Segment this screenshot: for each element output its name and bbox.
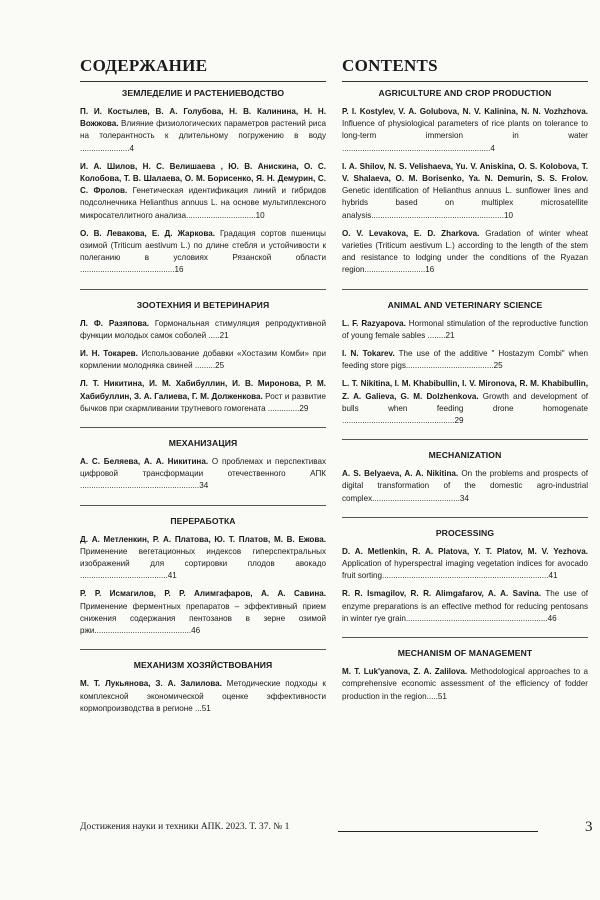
toc-entry xyxy=(80,106,326,155)
contents-column-english xyxy=(342,56,588,725)
entry-page-number: 51 xyxy=(437,691,447,701)
entry-authors: О. В. Левакова, Е. Д. Жаркова. xyxy=(80,228,215,238)
entry-page-number: 4 xyxy=(490,143,495,153)
page-number: 3 xyxy=(585,819,593,835)
entry-authors: Л. Ф. Разяпова. xyxy=(80,318,150,328)
entry-leaders: ........................................... xyxy=(94,626,192,636)
entry-title: Growth and development of bulls when feeding drone homogenate xyxy=(342,391,588,413)
entry-title: Genetic identification of Helianthus annuus L. sunflower lines and hybrids based on multiplex microsatellite analysis xyxy=(342,186,588,220)
entry-page-number: 21 xyxy=(445,330,455,340)
section-title: МЕХАНИЗМ ХОЗЯЙСТВОВАНИЯ xyxy=(133,660,273,671)
entry-title: Генетическая идентификация линий и гибридов подсолнечника Helianthus annuus L. на основе мультиплексного микросателлитного анализа xyxy=(80,186,326,220)
toc-entry xyxy=(80,456,326,493)
entry-leaders: ........ xyxy=(427,330,446,340)
entry-page-number: 41 xyxy=(548,571,558,581)
entry-leaders: .......................................... xyxy=(80,265,175,275)
entry-leaders: ... xyxy=(195,703,202,713)
entry-authors: М. Т. Лукьянова, З. А. Залилова. xyxy=(80,679,222,689)
toc-entry xyxy=(80,228,326,277)
section-title: ЗООТЕХНИЯ И ВЕТЕРИНАРИЯ xyxy=(136,299,270,310)
toc-entry xyxy=(80,378,326,415)
section-title: ANIMAL AND VETERINARY SCIENCE xyxy=(387,299,543,310)
section-title: MECHANISM OF MANAGEMENT xyxy=(397,648,533,659)
entry-page-number: 29 xyxy=(454,416,464,426)
entry-page-number: 16 xyxy=(174,265,184,275)
entry-leaders: .................................................................. xyxy=(342,143,491,153)
entry-authors: Р. Р. Исмагилов, Р. Р. Алимгафаров, А. А. Савина. xyxy=(80,589,326,599)
sections-en xyxy=(342,88,588,715)
entry-authors: И. Н. Токарев. xyxy=(80,349,138,359)
entry-page-number: 10 xyxy=(255,210,265,220)
entry-title: Influence of physiological parameters of rice plants on tolerance to long-term immersion in water xyxy=(342,119,588,141)
toc-entry xyxy=(80,348,326,372)
entry-authors: M. T. Luk'yanova, Z. A. Zalilova. xyxy=(342,667,468,677)
contents-heading-en: CONTENTS xyxy=(342,56,588,82)
entry-leaders: ............................................................... xyxy=(405,613,548,623)
entry-leaders: .................................................. xyxy=(342,416,455,426)
toc-entry xyxy=(342,228,588,277)
toc-entry xyxy=(342,468,588,505)
toc-section xyxy=(342,88,588,290)
entry-leaders: ..... xyxy=(208,330,220,340)
toc-entry xyxy=(342,106,588,155)
entry-leaders: ...................... xyxy=(80,143,130,153)
entry-title: On the problems and prospects of digital transformation of the domestic agro-industrial complex xyxy=(342,469,588,503)
entry-page-number: 25 xyxy=(215,361,225,371)
toc-entry xyxy=(342,378,588,427)
entry-leaders: .............. xyxy=(267,403,300,413)
entry-authors: R. R. Ismagilov, R. R. Alimgafarov, A. A. Savina. xyxy=(342,589,542,599)
toc-section xyxy=(80,88,326,290)
toc-section xyxy=(80,516,326,651)
entry-page-number: 4 xyxy=(129,143,134,153)
entry-page-number: 21 xyxy=(219,330,229,340)
entry-title: Использование добавки «Хостазим Комби» при кормлении молодняка свиней xyxy=(80,349,326,371)
toc-entry xyxy=(80,588,326,637)
entry-leaders: ....................................... xyxy=(80,571,168,581)
entry-leaders: ....................................... xyxy=(405,361,494,371)
entry-authors: P. I. Kostylev, V. A. Golubova, N. V. Kalinina, N. N. Vozhzhova. xyxy=(342,107,588,116)
entry-leaders: ........................... xyxy=(364,265,426,275)
entry-title: Gradation of winter wheat varieties (Triticum aestivum L.) according to the length of the stem and resistance to lodging under the conditions of the Ryazan region xyxy=(342,228,588,275)
section-title: ПЕРЕРАБОТКА xyxy=(170,515,236,526)
toc-section xyxy=(80,438,326,506)
entry-leaders: .......................................................................... xyxy=(382,571,549,581)
toc-entry xyxy=(80,534,326,583)
entry-authors: Л. Т. Никитина, И. М. Хабибуллин, И. В. Миронова, Р. М. Хабибуллин, З. А. Галиева, Г. М. Долженкова. xyxy=(80,379,326,401)
entry-authors: O. V. Levakova, E. D. Zharkova. xyxy=(342,228,480,238)
entry-title: Применение ферментных препаратов – эффективный прием снижения содержания пентозанов в зерне озимой ржи xyxy=(80,601,326,636)
section-title: МЕХАНИЗАЦИЯ xyxy=(168,438,238,449)
entry-authors: Д. А. Метленкин, Р. А. Платова, Ю. Т. Платов, М. В. Ежова. xyxy=(80,534,326,544)
entry-title: Methodological approaches to a comprehensive economic assessment of the efficiency of fodder production in the region xyxy=(342,667,589,701)
section-title: MECHANIZATION xyxy=(428,450,502,461)
entry-title: The use of the additive " Hostazym Combi" when feeding store pigs xyxy=(342,349,588,371)
toc-section xyxy=(342,528,588,638)
entry-title: Влияние физиологических параметров растений риса на толерантность к длительному погружению в воду xyxy=(80,119,326,141)
entry-title: Application of hyperspectral imaging vegetation indices for avocado fruit sorting xyxy=(342,559,588,581)
entry-authors: L. T. Nikitina, I. M. Khabibullin, I. V. Mironova, R. M. Khabibullin, Z. A. Galieva, G. M. Dolzhenkova. xyxy=(342,379,588,401)
toc-section xyxy=(342,300,588,441)
entry-page-number: 46 xyxy=(547,613,557,623)
entry-title: Градация сортов пшеницы озимой (Triticum aestivum L.) по длине стебля и устойчивости к полеганию в условиях Рязанской области xyxy=(80,228,326,263)
entry-leaders: ..................................................... xyxy=(80,481,200,491)
toc-section xyxy=(342,648,588,715)
page-footer xyxy=(80,819,600,842)
entry-leaders: ..... xyxy=(426,691,438,701)
toc-entry xyxy=(80,678,326,715)
toc-entry xyxy=(342,666,588,703)
entry-page-number: 10 xyxy=(503,210,513,220)
entry-authors: A. S. Belyaeva, A. A. Nikitina. xyxy=(342,469,459,479)
toc-entry xyxy=(80,318,326,342)
entry-leaders: ........................................................... xyxy=(371,210,504,220)
contents-column-russian xyxy=(80,56,326,737)
toc-section xyxy=(80,660,326,727)
entry-page-number: 46 xyxy=(191,626,201,636)
entry-page-number: 29 xyxy=(299,403,309,413)
entry-authors: I. A. Shilov, N. S. Velishaeva, Yu. V. Aniskina, O. S. Kolobova, T. V. Shalaeva, O. M. Borisenko, Ya. N. Demurin, S. S. Frolov. xyxy=(342,161,588,184)
entry-page-number: 34 xyxy=(199,481,209,491)
entry-title: Рост и развитие бычков при скармливании трутневого гомогената xyxy=(80,391,326,413)
entry-leaders: ............................... xyxy=(185,210,256,220)
entry-page-number: 41 xyxy=(167,571,177,581)
toc-entry xyxy=(342,546,588,583)
entry-authors: А. С. Беляева, А. А. Никитина. xyxy=(80,457,209,467)
entry-page-number: 34 xyxy=(459,493,469,503)
journal-citation: Достижения науки и техники АПК. 2023. Т. 37. № 1 xyxy=(80,822,290,832)
toc-entry xyxy=(342,318,588,342)
entry-authors: L. F. Razyapova. xyxy=(342,318,406,328)
entry-authors: П. И. Костылев, В. А. Голубова, Н. В. Калинина, Н. Н. Вожжова. xyxy=(80,107,326,129)
section-title: AGRICULTURE AND CROP PRODUCTION xyxy=(378,88,552,98)
footer-rule xyxy=(338,831,538,832)
entry-authors: I. N. Tokarev. xyxy=(342,349,395,359)
entry-leaders: ......... xyxy=(194,361,216,371)
entry-title: Применение вегетационных индексов гиперспектральных изображений для сортировки плодов авокадо xyxy=(80,546,326,569)
entry-page-number: 51 xyxy=(201,703,211,713)
section-title: PROCESSING xyxy=(435,527,495,538)
entry-page-number: 16 xyxy=(425,265,435,275)
toc-entry xyxy=(80,161,326,222)
entry-title: Методические подходы к комплексной экономической оценке эффективности кормопроизводства в регионе xyxy=(80,679,326,713)
entry-leaders: ....................................... xyxy=(372,493,460,503)
toc-entry xyxy=(342,161,588,222)
entry-page-number: 25 xyxy=(493,361,503,371)
toc-section xyxy=(342,450,588,518)
entry-title: Гормональная стимуляция репродуктивной функции молодых самок соболей xyxy=(80,318,327,340)
entry-authors: D. A. Metlenkin, R. A. Platova, Y. T. Platov, M. V. Yezhova. xyxy=(342,546,588,556)
section-title: ЗЕМЛЕДЕЛИЕ И РАСТЕНИЕВОДСТВО xyxy=(121,88,285,98)
toc-entry xyxy=(342,588,588,625)
contents-heading-ru: СОДЕРЖАНИЕ xyxy=(80,56,326,82)
entry-authors: И. А. Шилов, Н. С. Велишаева , Ю. В. Анискина, О. С. Колобова, Т. В. Шалаева, О. М. Борисенко, Я. Н. Демурин, С. С. Фролов. xyxy=(80,161,326,196)
entry-title: The use of enzyme preparations is an effective method for reducing pentosans in winter rye grain xyxy=(342,589,588,623)
sections-ru xyxy=(80,88,326,727)
entry-title: Hormonal stimulation of the reproductive function of young female sables xyxy=(342,318,588,340)
toc-entry xyxy=(342,348,588,372)
toc-section xyxy=(80,300,326,428)
entry-title: О проблемах и перспективах цифровой трансформации отечественного АПК xyxy=(80,457,326,479)
